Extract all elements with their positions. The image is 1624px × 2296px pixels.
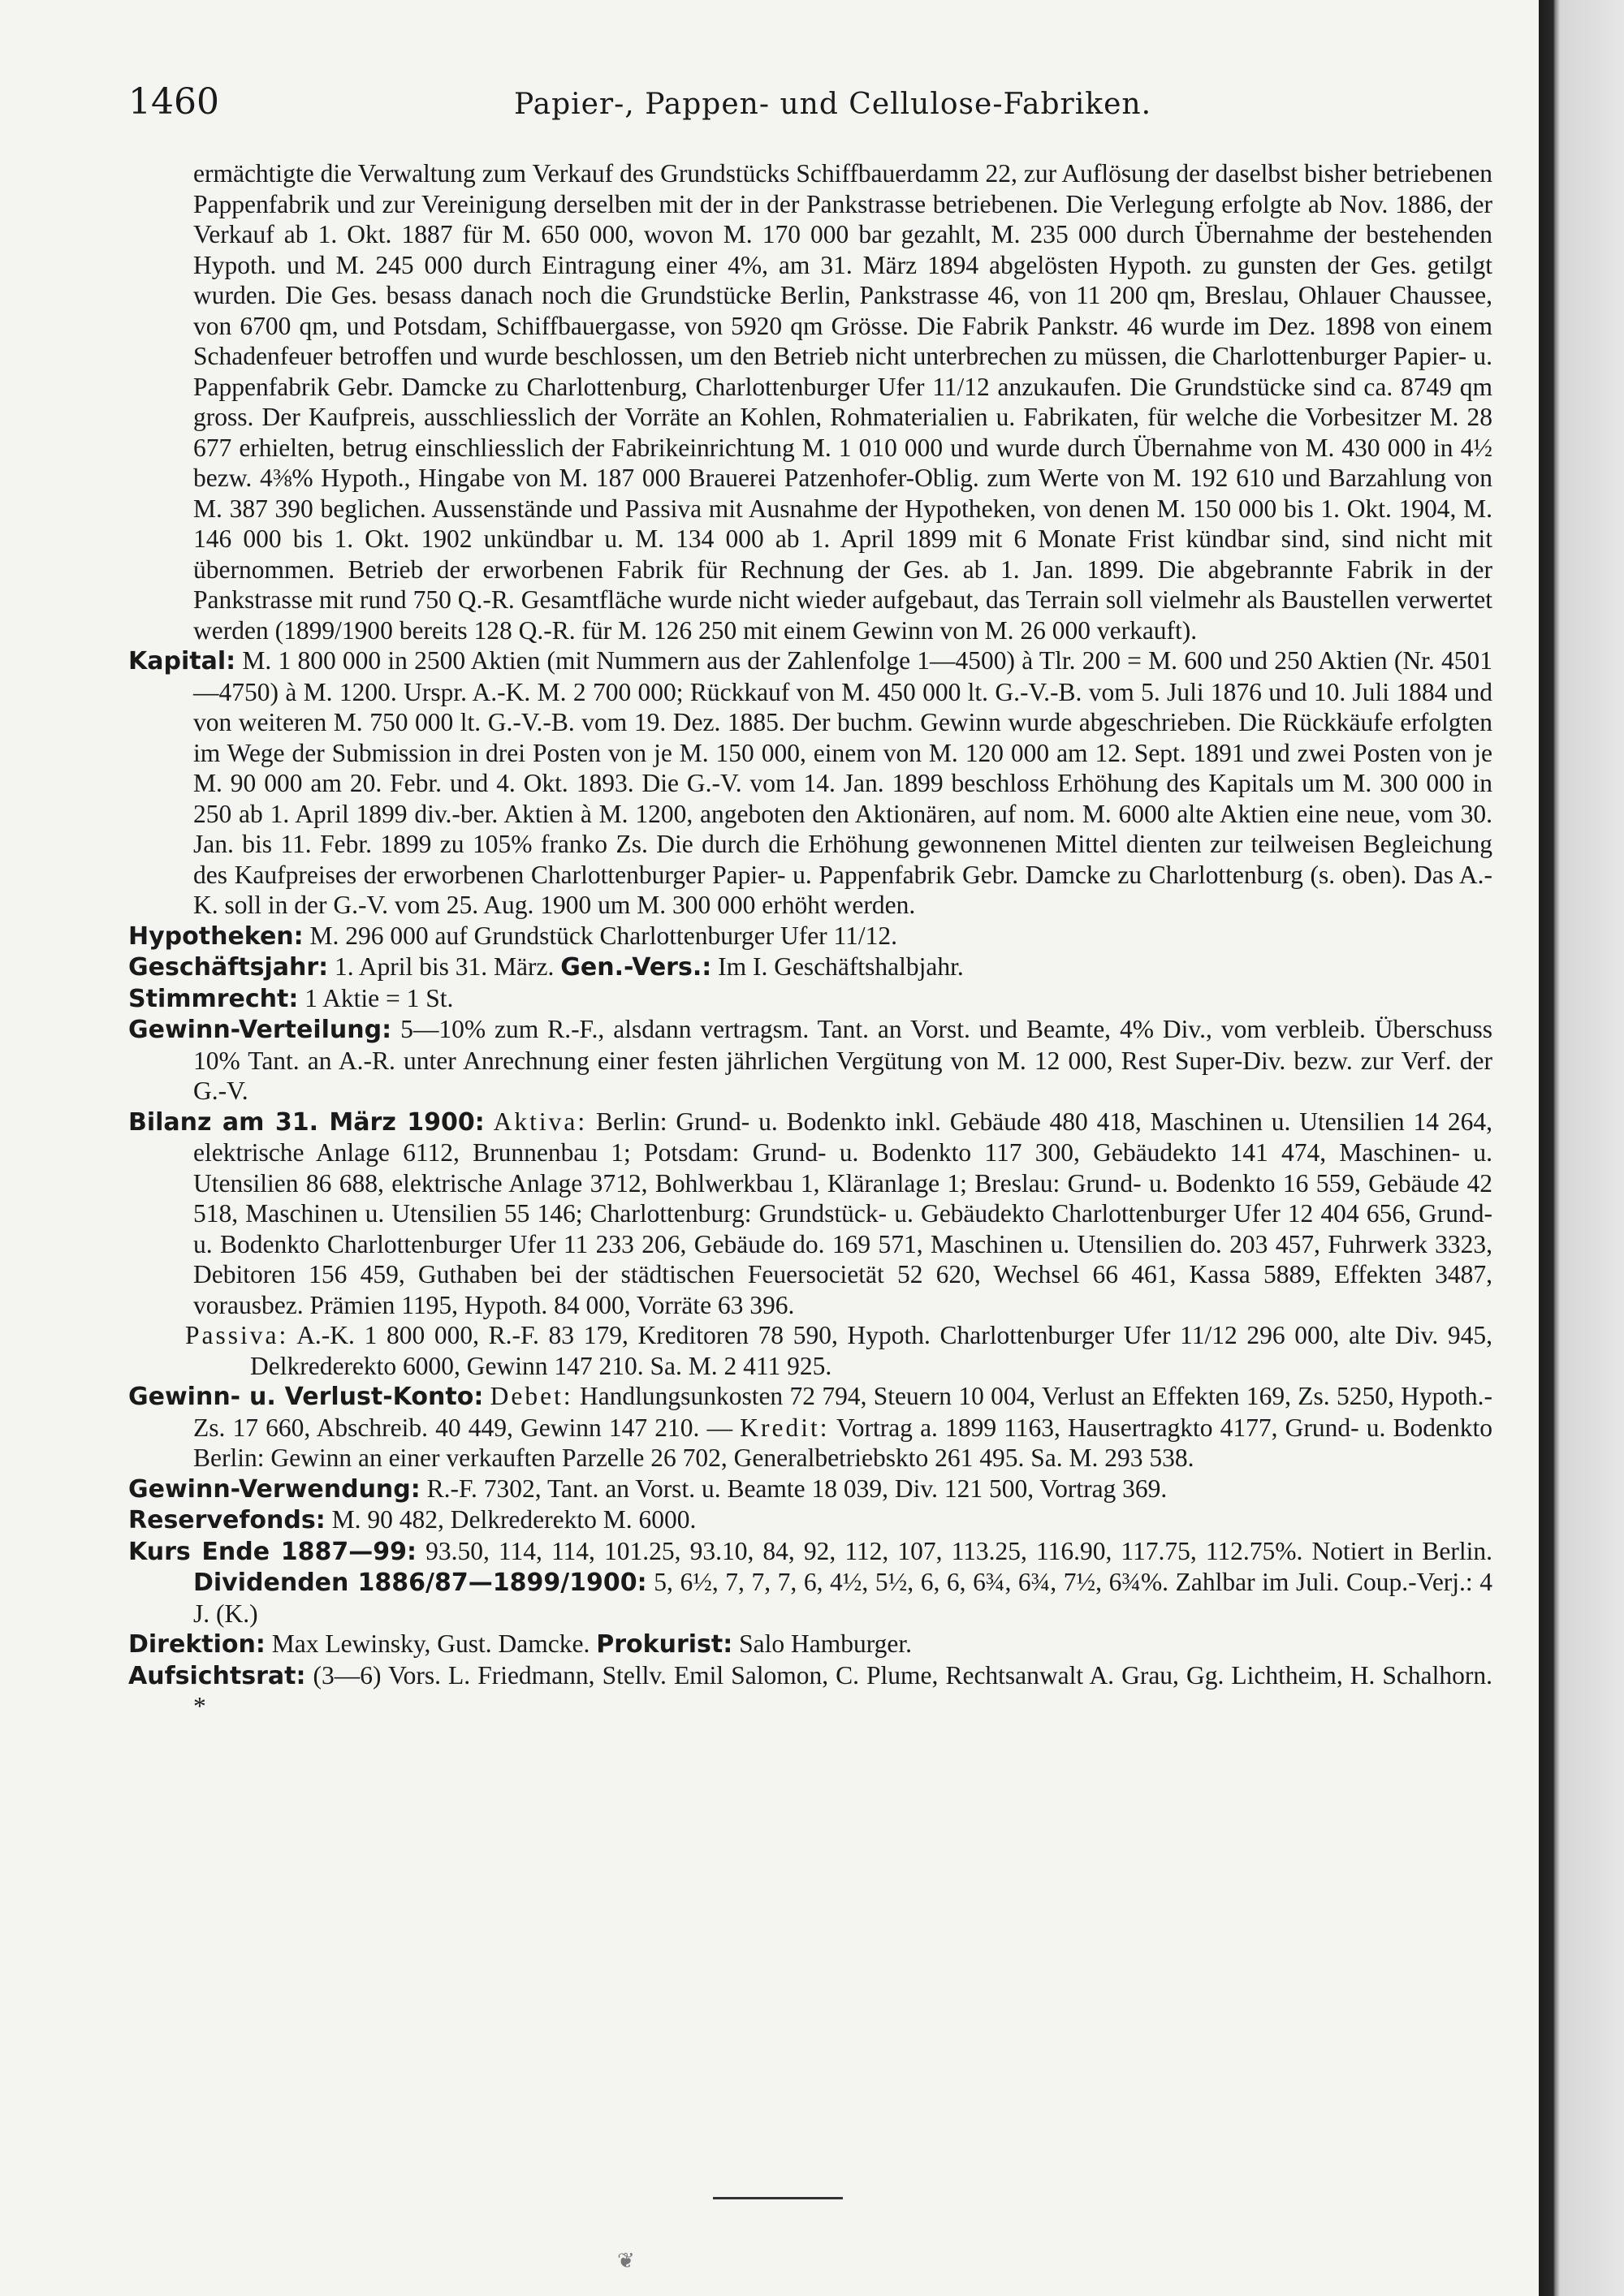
running-title: Papier-, Pappen- und Cellulose-Fabriken.	[514, 88, 1152, 121]
prokurist-label: Prokurist:	[596, 1630, 733, 1659]
geschaeftsjahr-section	[128, 952, 1492, 983]
hypotheken-section	[128, 921, 1492, 952]
kurs-label: Kurs Ende 1887—99:	[128, 1537, 417, 1566]
gen-vers-label: Gen.-Vers.:	[560, 953, 712, 982]
kapital-label: Kapital:	[128, 647, 236, 675]
gewinn-verlust-label: Gewinn- u. Verlust-Konto:	[128, 1383, 484, 1411]
kurs-text: 93.50, 114, 114, 101.25, 93.10, 84, 92, 112, 107, 113.25, 116.90, 117.75, 112.75%. Notiert in Berlin.	[425, 1536, 1493, 1565]
gewinn-verlust-section	[128, 1381, 1492, 1474]
hypotheken-label: Hypotheken:	[128, 921, 304, 951]
scan-page-edge	[1539, 0, 1624, 2296]
reservefonds-text: M. 90 482, Delkrederekto M. 6000.	[331, 1505, 697, 1534]
geschaeftsjahr-text: 1. April bis 31. März.	[335, 952, 555, 981]
stimmrecht-label: Stimmrecht:	[128, 984, 299, 1013]
gewinn-verwendung-text: R.-F. 7302, Tant. an Vorst. u. Beamte 18 039, Div. 121 500, Vortrag 369.	[426, 1474, 1168, 1503]
dividenden-text: 5, 6½, 7, 7, 7, 6, 4½, 5½, 6, 6, 6¾, 6¾, 7½, 6¾%. Zahlbar im Juli. Coup.-Verj.: 4 J. (K.)	[193, 1568, 1492, 1628]
stimmrecht-text: 1 Aktie = 1 St.	[304, 983, 454, 1012]
bilanz-label: Bilanz am 31. März 1900:	[128, 1107, 485, 1137]
kredit-label: Kredit:	[740, 1413, 830, 1442]
kredit-text: Vortrag a. 1899 1163, Hausertragkto 4177, Grund- u. Bodenkto Berlin: Gewinn an einer verkauften Parzelle 26 702, Generalbetriebskto 261 495. Sa. M. 293 538.	[193, 1413, 1493, 1472]
direktion-text: Max Lewinsky, Gust. Damcke.	[271, 1629, 590, 1658]
gewinn-verwendung-section	[128, 1474, 1492, 1505]
gewinn-verwendung-label: Gewinn-Verwendung:	[128, 1474, 421, 1504]
kapital-section	[128, 645, 1492, 921]
document-body	[128, 158, 1492, 1722]
geschaeftsjahr-label: Geschäftsjahr:	[128, 953, 329, 982]
aktiva-text: Berlin: Grund- u. Bodenkto inkl. Gebäude 480 418, Maschinen u. Utensilien 14 264, elektrische Anlage 6112, Brunnenbau 1; Potsdam: Grund- u. Bodenkto 117 300, Gebäudekto 141 474, Maschinen- u. Utensilien 86 688, elektrische Anlage 3712, Bohlwerkbau 1, Kläranlage 1; Breslau: Grund- u. Bodenkto 16 559, Gebäude 42 518, Maschinen u. Utensilien 55 146; Charlottenburg: Grundstück- u. Gebäudekto Charlottenburger Ufer 12 404 656, Grund- u. Bodenkto Charlottenburger Ufer 11 233 206, Gebäude do. 169 571, Maschinen u. Utensilien do. 203 457, Fuhrwerk 3323, Debitoren 156 459, Guthaben bei der städtischen Feuersocietät 52 620, Wechsel 66 461, Kassa 5889, Effekten 3487, vorausbez. Prämien 1195, Hypoth. 84 000, Vorräte 63 396.	[193, 1107, 1493, 1319]
kapital-text: M. 1 800 000 in 2500 Aktien (mit Nummern aus der Zahlenfolge 1—4500) à Tlr. 200 = M. 600 und 250 Aktien (Nr. 4501—4750) à M. 1200. Urspr. A.-K. M. 2 700 000; Rückkauf von M. 450 000 lt. G.-V.-B. vom 5. Juli 1876 und 10. Juli 1884 und von weiteren M. 750 000 lt. G.-V.-B. vom 19. Dez. 1885. Der buchm. Gewinn wurde abgeschrieben. Die Rückkäufe erfolgten im Wege der Submission in drei Posten von je M. 150 000, einem von M. 120 000 am 12. Sept. 1891 und zwei Posten von je M. 90 000 am 20. Febr. und 4. Okt. 1893. Die G.-V. vom 14. Jan. 1899 beschloss Erhöhung des Kapitals um M. 300 000 in 250 ab 1. April 1899 div.-ber. Aktien à M. 1200, angeboten den Aktionären, auf nom. M. 6000 alte Aktien eine neue, vom 30. Jan. bis 11. Febr. 1899 zu 105% franko Zs. Die durch die Erhöhung gewonnenen Mittel dienten zur teilweisen Begleichung des Kaufpreises der erworbenen Charlottenburger Papier- u. Pappenfabrik Gebr. Damcke zu Charlottenburg (s. oben). Das A.-K. soll in der G.-V. vom 25. Aug. 1900 um M. 300 000 erhöht werden.	[193, 646, 1492, 919]
gewinn-verteilung-section	[128, 1014, 1492, 1107]
closing-rule	[713, 2197, 843, 2199]
dividenden-label: Dividenden 1886/87—1899/1900:	[193, 1569, 647, 1597]
aktiva-label: Aktiva:	[493, 1107, 588, 1136]
gen-vers-text: Im I. Geschäftshalbjahr.	[718, 952, 964, 981]
printer-mark-icon: ❦	[617, 2249, 635, 2273]
stimmrecht-section	[128, 983, 1492, 1015]
passiva-section	[128, 1320, 1492, 1381]
kurs-section	[128, 1536, 1492, 1629]
debet-text: Handlungsunkosten 72 794, Steuern 10 004, Verlust an Effekten 169, Zs. 5250, Hypoth.-Zs. 17 660, Abschreib. 40 449, Gewinn 147 210. —	[193, 1382, 1493, 1442]
passiva-text: A.-K. 1 800 000, R.-F. 83 179, Kreditoren 78 590, Hypoth. Charlottenburger Ufer 11/12 296 000, alte Div. 945, Delkrederekto 6000, Gewinn 147 210. Sa. M. 2 411 925.	[250, 1321, 1493, 1380]
gewinn-verteilung-text: 5—10% zum R.-F., alsdann vertragsm. Tant. an Vorst. und Beamte, 4% Div., vom verbleib. Überschuss 10% Tant. an A.-R. unter Anrechnung einer festen jährlichen Vergütung von M. 12 000, Rest Super-Div. bezw. zur Verf. der G.-V.	[193, 1015, 1493, 1105]
aufsichtsrat-section	[128, 1660, 1492, 1722]
page-number: 1460	[128, 81, 219, 123]
direktion-section	[128, 1629, 1492, 1660]
reservefonds-label: Reservefonds:	[128, 1506, 326, 1534]
gewinn-verteilung-label: Gewinn-Verteilung:	[128, 1016, 392, 1044]
direktion-label: Direktion:	[128, 1630, 266, 1659]
page-header	[128, 81, 1517, 130]
passiva-label: Passiva:	[185, 1321, 289, 1349]
hypotheken-text: M. 296 000 auf Grundstück Charlottenburger Ufer 11/12.	[309, 921, 898, 950]
bilanz-section	[128, 1107, 1492, 1321]
aufsichtsrat-text: (3—6) Vors. L. Friedmann, Stellv. Emil Salomon, C. Plume, Rechtsanwalt A. Grau, Gg. Lichtheim, H. Schalhorn. *	[193, 1660, 1492, 1720]
prokurist-text: Salo Hamburger.	[739, 1629, 913, 1658]
intro-paragraph	[128, 158, 1492, 645]
reservefonds-section	[128, 1504, 1492, 1536]
intro-text: ermächtigte die Verwaltung zum Verkauf des Grundstücks Schiffbauerdamm 22, zur Auflösung der daselbst bisher betriebenen Pappenfabrik und zur Vereinigung derselben mit der in der Pankstrasse betriebenen. Die Verlegung erfolgte ab Nov. 1886, der Verkauf ab 1. Okt. 1887 für M. 650 000, wovon M. 170 000 bar gezahlt, M. 235 000 durch Übernahme der bestehenden Hypoth. und M. 245 000 durch Eintragung einer 4%, am 31. März 1894 abgelösten Hypoth. zu gunsten der Ges. getilgt wurden. Die Ges. besass danach noch die Grundstücke Berlin, Pankstrasse 46, von 11 200 qm, Breslau, Ohlauer Chaussee, von 6700 qm, und Potsdam, Schiffbauergasse, von 5920 qm Grösse. Die Fabrik Pankstr. 46 wurde im Dez. 1898 von einem Schadenfeuer betroffen und wurde beschlossen, um den Betrieb nicht unterbrechen zu müssen, die Charlottenburger Papier- u. Pappenfabrik Gebr. Damcke zu Charlottenburg, Charlottenburger Ufer 11/12 anzukaufen. Die Grundstücke sind ca. 8749 qm gross. Der Kaufpreis, ausschliesslich der Vorräte an Kohlen, Rohmaterialien u. Fabrikaten, für welche die Vorbesitzer M. 28 677 erhielten, betrug einschliesslich der Fabrikeinrichtung M. 1 010 000 und wurde durch Übernahme von M. 430 000 in 4½ bezw. 4⅜% Hypoth., Hingabe von M. 187 000 Brauerei Patzenhofer-Oblig. zum Werte von M. 192 610 und Barzahlung von M. 387 390 beglichen. Aussenstände und Passiva mit Ausnahme der Hypotheken, von denen M. 150 000 bis 1. Okt. 1904, M. 146 000 bis 1. Okt. 1902 unkündbar u. M. 134 000 ab 1. April 1899 mit 6 Monate Frist kündbar sind, sind nicht mit übernommen. Betrieb der erworbenen Fabrik für Rechnung der Ges. ab 1. Jan. 1899. Die abgebrannte Fabrik in der Pankstrasse mit rund 750 Q.-R. Gesamtfläche wurde nicht wieder aufgebaut, das Terrain soll vielmehr als Baustellen verwertet werden (1899/1900 bereits 128 Q.-R. für M. 126 250 mit einem Gewinn von M. 26 000 verkauft).	[193, 159, 1492, 645]
aufsichtsrat-label: Aufsichtsrat:	[128, 1661, 306, 1690]
debet-label: Debet:	[490, 1382, 573, 1410]
